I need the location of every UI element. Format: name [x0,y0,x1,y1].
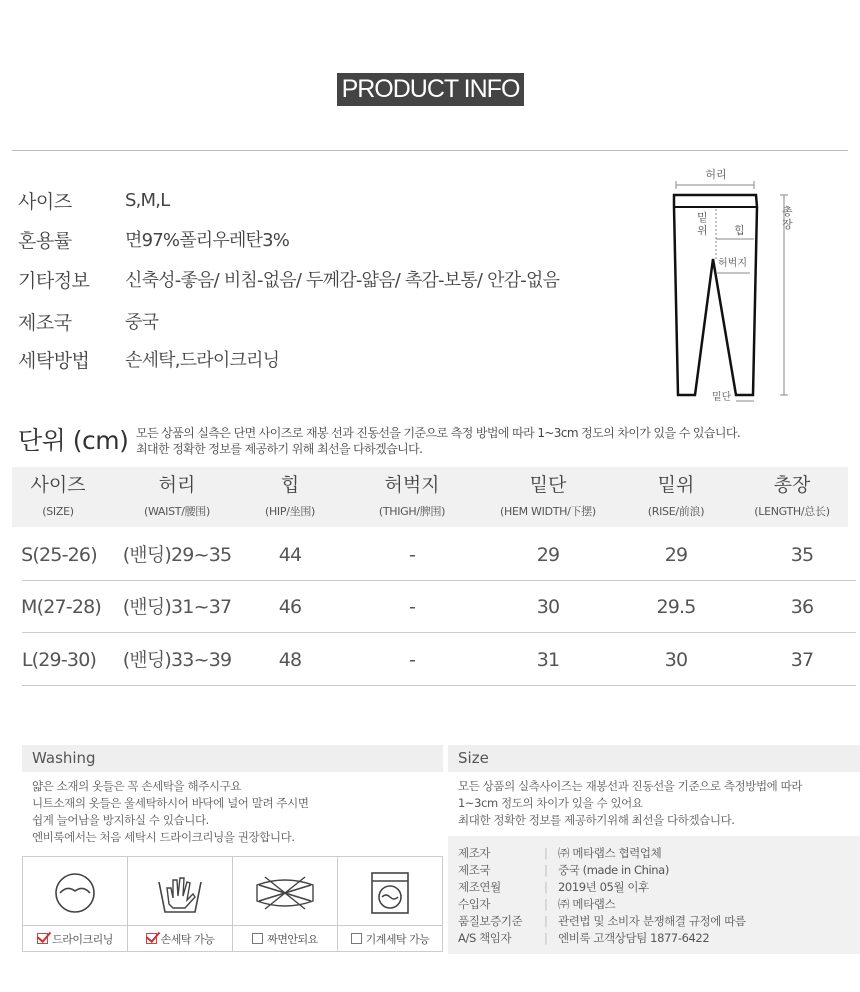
washing-title: Washing [22,745,443,772]
wash-option-dry-clean: 드라이크리닝 [23,857,128,951]
unit-label: 단위 (cm) [18,426,129,455]
cell-length: 35 [790,544,814,566]
no-wring-icon [233,865,337,921]
cell-size: S(25-26) [21,544,97,566]
unit-note-line: 모든 상품의 실측은 단면 사이즈로 재봉 선과 진동선을 기준으로 측정 방법에 따라 1~3cm 정도의 차이가 있을 수 있습니다. [136,426,741,440]
cell-size: M(27-28) [20,596,102,618]
mfg-row: 수입자 | ㈜ 메타랩스 [458,897,616,911]
cell-rise: 29 [664,544,688,566]
cell-waist: (밴딩)33~39 [122,649,232,671]
mfg-row: 제조연월 | 2019년 05월 이후 [458,880,649,894]
cell-size: L(29-30) [21,649,97,671]
header-thigh: 허벅지 (THIGH/脾围) [378,474,446,518]
wash-option-hand-wash: 손세탁 가능 [128,857,233,951]
table-row [22,634,856,686]
length-label-top: 총 [782,205,793,218]
info-label: 세탁방법 [18,349,90,372]
machine-wash-icon [338,865,442,921]
info-label: 기타정보 [18,269,90,292]
cell-waist: (밴딩)29~35 [122,544,232,566]
length-label-bottom: 장 [782,218,793,231]
dry-clean-icon [23,865,127,921]
header-length: 총장 (LENGTH/总长) [754,474,830,518]
checkbox-unchecked [351,933,362,944]
info-row-etc [18,264,559,294]
info-value: 면97%폴리우레탄3% [125,230,290,251]
mfg-row: 품질보증기준 | 관련법 및 소비자 분쟁해결 규정에 따름 [458,914,746,928]
hand-wash-icon [128,865,232,921]
cell-hem: 31 [536,649,560,671]
cell-length: 37 [790,649,814,671]
info-value: S,M,L [125,189,170,211]
page-title: PRODUCT INFO [337,73,524,106]
wash-option-machine-wash: 기계세탁 가능 [338,857,442,951]
table-row [22,581,856,633]
unit-note-line: 최대한 정확한 정보를 제공하기 위해 최선을 다하겠습니다. [136,442,423,456]
cell-length: 36 [790,596,814,618]
waist-label: 허리 [705,168,727,181]
unit-note [136,425,740,457]
header-waist: 허리 (WAIST/腰围) [143,474,211,518]
header-rise: 밑위 (RISE/前浪) [647,474,705,518]
cell-thigh: - [408,649,416,671]
cell-rise: 29.5 [656,596,696,618]
header-size: 사이즈 (SIZE) [30,474,86,518]
info-value: 손세탁,드라이크리닝 [125,350,280,371]
rise-label-top: 밑 [697,211,708,224]
info-label: 사이즈 [18,190,72,213]
cell-hip: 46 [278,596,302,618]
size-table-header [12,467,848,527]
info-row-country [18,306,158,336]
size-panel-text: 모든 상품의 실측사이즈는 재봉선과 진동선을 기준으로 측정방법에 따라 1~3cm 정도의 차이가 있을 수 있어요 최대한 정확한 정보를 제공하기위해 최선을 다하겠습니다. [458,779,803,827]
mfg-row: A/S 책임자 | 엔비룩 고객상담팀 1877-6422 [458,931,710,945]
mfg-row: 제조자 | ㈜ 메타랩스 협력업체 [458,846,662,860]
cell-thigh: - [408,544,416,566]
washing-options [22,856,443,952]
checkbox-unchecked [252,933,263,944]
cell-waist: (밴딩)31~37 [122,596,232,618]
info-label: 혼용률 [18,229,72,252]
info-row-wash [18,344,279,374]
table-row [22,529,856,581]
cell-thigh: - [408,596,416,618]
cell-rise: 30 [664,649,688,671]
info-value: 중국 [125,312,159,333]
cell-hip: 44 [278,544,302,566]
thigh-label: 허벅지 [718,258,747,269]
info-row-material [18,224,289,254]
wash-option-no-wring: 짜면안되요 [233,857,338,951]
info-value: 신축성-좋음/ 비침-없음/ 두께감-얇음/ 촉감-보통/ 안감-없음 [125,270,560,291]
hip-label: 힙 [734,224,745,237]
divider [12,150,848,151]
manufacturer-info [448,836,860,954]
cell-hip: 48 [278,649,302,671]
checkbox-checked [37,933,48,944]
rise-label-bottom: 위 [697,224,708,237]
mfg-row: 제조국 | 중국 (made in China) [458,863,669,877]
info-label: 제조국 [18,311,72,334]
washing-text: 얇은 소재의 옷들은 꼭 손세탁을 해주시구요 니트소재의 옷들은 울세탁하시어 바닥에 널어 말려 주시면 쉽게 늘어남을 방지하실 수 있습니다. 엔비룩에서는 처음 세탁시 드라이크리닝을 권장합니다. [32,779,309,844]
pants-diagram [650,165,800,405]
info-row-size [18,185,169,215]
checkbox-checked [146,933,157,944]
hem-label: 밑단 [712,392,732,403]
cell-hem: 30 [536,596,560,618]
header-hem: 밑단 (HEM WIDTH/下摆) [500,474,596,518]
header-hip: 힙 (HIP/坐围) [264,474,316,518]
size-panel-title: Size [448,745,860,772]
cell-hem: 29 [536,544,560,566]
